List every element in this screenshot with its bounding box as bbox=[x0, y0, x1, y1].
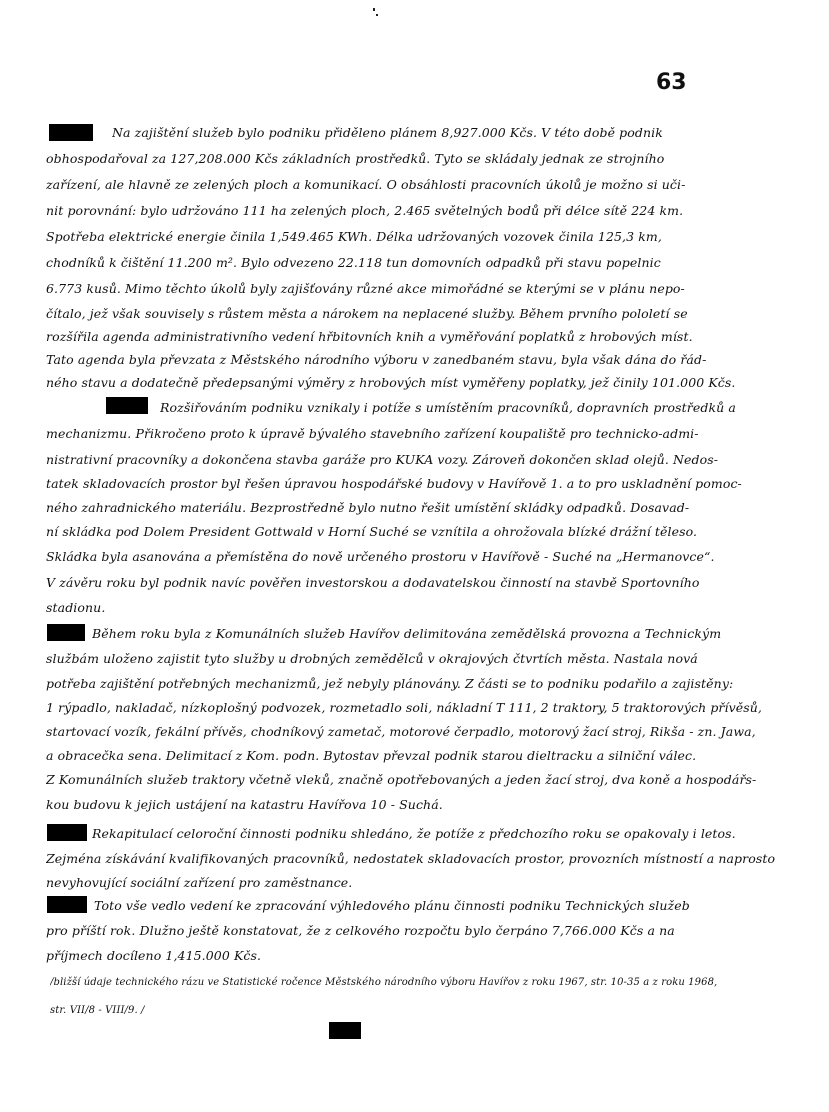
text-line: chodníků k čištění 11.200 m². Bylo odvezeno 22.118 tun domovních odpadků při stavu popelnic bbox=[46, 255, 661, 270]
text-line: Zejména získávání kvalifikovaných pracovníků, nedostatek skladovacích prostor, provozních místností a naprosto bbox=[46, 851, 776, 866]
text-line: nevyhovující sociální zařízení pro zaměstnance. bbox=[46, 875, 353, 890]
redaction-bar bbox=[49, 124, 93, 141]
text-line: V závěru roku byl podnik navíc pověřen investorskou a dodavatelskou činností na stavbě Sportovního bbox=[46, 575, 700, 590]
text-line: ného zahradnického materiálu. Bezprostředně bylo nutno řešit umístění skládky odpadků. Dosavad- bbox=[46, 500, 690, 515]
text-line: rozšířila agenda administrativního vedení hřbitovních knih a vyměřování poplatků z hrobových míst. bbox=[46, 329, 693, 344]
redaction-bar bbox=[47, 896, 87, 913]
text-line: Na zajištění služeb bylo podniku přiděleno plánem 8,927.000 Kčs. V této době podnik bbox=[112, 125, 663, 140]
text-line: mechanizmu. Přikročeno proto k úpravě bývalého stavebního zařízení koupaliště pro technicko-admi- bbox=[46, 426, 699, 441]
text-line: potřeba zajištění potřebných mechanizmů, jež nebyly plánovány. Z části se to podniku podařilo a zajistěny: bbox=[46, 676, 734, 691]
text-line: Toto vše vedlo vedení ke zpracování výhledového plánu činnosti podniku Technických služeb bbox=[94, 898, 690, 913]
text-line: Rozšiřováním podniku vznikaly i potíže s umístěním pracovníků, dopravních prostředků a bbox=[160, 400, 736, 415]
text-line: službám uloženo zajistit tyto služby u drobných zemědělců v okrajových čtvrtích města. Nastala nová bbox=[46, 651, 698, 666]
text-line: kou budovu k jejich ustájení na katastru Havířova 10 - Suchá. bbox=[46, 797, 443, 812]
ink-speck bbox=[376, 14, 378, 16]
text-line: pro příští rok. Dlužno ještě konstatovat, že z celkového rozpočtu bylo čerpáno 7,766.000 Kčs a na bbox=[46, 923, 675, 938]
ink-speck bbox=[373, 8, 375, 11]
text-line: Skládka byla asanována a přemístěna do nově určeného prostoru v Havířově - Suché na „Hermanovce“. bbox=[46, 549, 715, 564]
redaction-bar bbox=[47, 824, 87, 841]
text-line: a obracečka sena. Delimitací z Kom. podn. Bytostav převzal podnik starou dieltracku a silniční válec. bbox=[46, 748, 697, 763]
text-line: 1 rýpadlo, nakladač, nízkoplošný podvozek, rozmetadlo soli, nákladní T 111, 2 traktory, 5 traktorových přívěsů, bbox=[46, 700, 763, 715]
text-line: příjmech docíleno 1,415.000 Kčs. bbox=[46, 948, 262, 963]
text-line: Tato agenda byla převzata z Městského národního výboru v zanedbaném stavu, byla však dána do řád- bbox=[46, 352, 707, 367]
text-line: tatek skladovacích prostor byl řešen úpravou hospodářské budovy v Havířově 1. a to pro uskladnění pomoc- bbox=[46, 476, 742, 491]
page-number: 63 bbox=[656, 70, 687, 95]
text-line: ní skládka pod Dolem President Gottwald v Horní Suché se vznítila a ohrožovala blízké drážní těleso. bbox=[46, 524, 698, 539]
text-line: čítalo, jež však souvisely s růstem města a nárokem na neplacené služby. Během prvního pololetí se bbox=[46, 306, 688, 321]
text-line: Během roku byla z Komunálních služeb Havířov delimitována zemědělská provozna a Technickým bbox=[92, 626, 722, 641]
redaction-bar bbox=[329, 1022, 361, 1039]
text-line: Rekapitulací celoroční činnosti podniku shledáno, že potíže z předchozího roku se opakovaly i letos. bbox=[92, 826, 736, 841]
footnote-line: /bližší údaje technického rázu ve Statistické ročence Městského národního výboru Havířov z roku 1967, str. 10-35 a z roku 1968, bbox=[50, 977, 718, 988]
text-line: Z Komunálních služeb traktory včetně vleků, značně opotřebovaných a jeden žací stroj, dva koně a hospodářs- bbox=[46, 772, 757, 787]
text-line: startovací vozík, fekální přívěs, chodníkový zametač, motorové čerpadlo, motorový žací stroj, Rikša - zn. Jawa, bbox=[46, 724, 756, 739]
text-line: nit porovnání: bylo udržováno 111 ha zelených ploch, 2.465 světelných bodů při délce sítě 224 km. bbox=[46, 203, 684, 218]
text-line: obhospodařoval za 127,208.000 Kčs základních prostředků. Tyto se skládaly jednak ze strojního bbox=[46, 151, 665, 166]
text-line: ného stavu a dodatečně předepsanými výměry z hrobových míst vyměřeny poplatky, jež činily 101.000 Kčs. bbox=[46, 375, 736, 390]
text-line: nistrativní pracovníky a dokončena stavba garáže pro KUKA vozy. Zároveň dokončen sklad olejů. Nedos- bbox=[46, 452, 719, 467]
redaction-bar bbox=[106, 397, 148, 414]
text-line: Spotřeba elektrické energie činila 1,549.465 KWh. Délka udržovaných vozovek činila 125,3 km, bbox=[46, 229, 662, 244]
footnote-line: str. VII/8 - VIII/9. / bbox=[50, 1005, 145, 1016]
text-line: 6.773 kusů. Mimo těchto úkolů byly zajišťovány různé akce mimořádné se kterými se v plánu nepo- bbox=[46, 281, 685, 296]
redaction-bar bbox=[47, 624, 85, 641]
text-line: zařízení, ale hlavně ze zelených ploch a komunikací. O obsáhlosti pracovních úkolů je možno si uči- bbox=[46, 177, 686, 192]
text-line: stadionu. bbox=[46, 600, 106, 615]
